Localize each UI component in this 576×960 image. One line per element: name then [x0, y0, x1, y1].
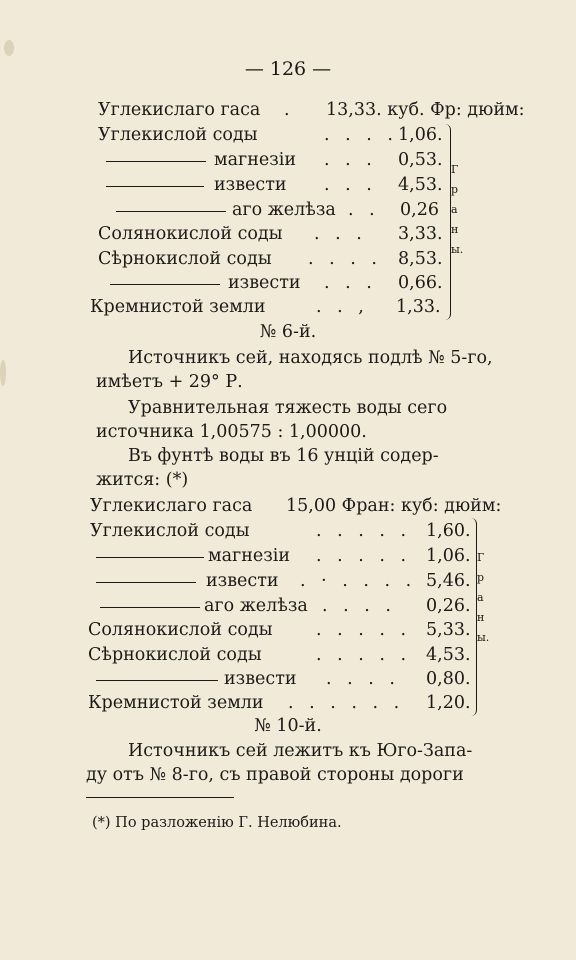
row-dots: . . . . . [316, 620, 412, 640]
row-value: 3,33. [398, 224, 443, 244]
row-value: 0,66. [398, 273, 443, 293]
heading-no6: № 6-й. [259, 322, 317, 342]
paragraph-line: Источникъ сей лежитъ къ Юго-Запа- [128, 741, 473, 761]
row-value: 4,53. [398, 175, 443, 195]
row-dots: . . . [324, 273, 377, 293]
row-value: 0,80. [426, 669, 471, 689]
paragraph-line: ду отъ № 8-го, съ правой стороны дороги [86, 765, 464, 785]
ditto-dash [96, 680, 218, 681]
table2-brace [466, 518, 477, 716]
row-label: Сѣрнокислой соды [88, 645, 262, 665]
paragraph-line: источника 1,00575 : 1,00000. [96, 422, 367, 442]
table2-header-value: 15,00 Фран: куб: дюйм: [286, 496, 502, 516]
row-dots: . . . . [326, 669, 400, 689]
footnote-rule [86, 797, 234, 798]
row-value: 0,26 [400, 200, 439, 220]
row-label: магнезiи [208, 546, 291, 566]
paragraph-line: Уравнительная тяжесть воды сего [128, 398, 448, 418]
row-value: 0,53. [398, 150, 443, 170]
row-label: извести [206, 571, 279, 591]
ditto-dash [106, 186, 204, 187]
row-label: Углекислой соды [98, 125, 258, 145]
row-label: Солянокислой соды [98, 224, 283, 244]
ditto-dash [100, 607, 200, 608]
heading-no10: № 10-й. [254, 716, 322, 736]
row-value: 0,26. [426, 596, 471, 616]
row-label: Солянокислой соды [88, 620, 273, 640]
row-label: Кремнистой земли [90, 297, 266, 317]
row-dots: . . . [324, 150, 377, 170]
row-dots: . . . [314, 224, 367, 244]
row-dots: . . [348, 200, 380, 220]
table1-header-value: 13,33. куб. Фр: дюйм: [326, 100, 525, 120]
row-value: 1,60. [426, 521, 471, 541]
paper-stain [0, 360, 6, 386]
row-dots: . . . . . [316, 645, 412, 665]
ditto-dash [96, 557, 204, 558]
row-label: извести [224, 669, 297, 689]
row-value: 4,53. [426, 645, 471, 665]
page-number: — 126 — [244, 58, 332, 80]
table1-brace [440, 124, 451, 320]
row-dots: . . . . [324, 125, 398, 145]
footnote: (*) По разложенiю Г. Нелюбина. [92, 815, 342, 831]
row-dots: . . . . [322, 596, 396, 616]
row-label: аго желѣза [232, 200, 336, 220]
table1-header-dot: . [284, 100, 295, 120]
row-dots: . · . . . . [300, 571, 417, 591]
ditto-dash [116, 211, 226, 212]
row-label: Углекислой соды [90, 521, 250, 541]
unit-text: Г р а н ы. [477, 551, 490, 644]
paragraph-line: жится: (*) [96, 470, 189, 490]
row-value: 1,20. [426, 693, 471, 713]
row-label: аго желѣза [204, 596, 308, 616]
table2-header-label: Углекислаго гаса [90, 496, 253, 516]
row-label: Сѣрнокислой соды [98, 249, 272, 269]
unit-text: Г р а н ы. [451, 163, 464, 256]
paragraph-line: Въ фунтѣ воды въ 16 унцiй содер- [128, 446, 439, 466]
table2-unit-label [477, 548, 489, 648]
row-label: извести [214, 175, 287, 195]
row-value: 1,06. [426, 546, 471, 566]
row-dots: . . . [324, 175, 377, 195]
row-dots: . . . . . . [288, 693, 405, 713]
row-label: магнезiи [214, 150, 297, 170]
row-dots: . . . . [308, 249, 382, 269]
table1-header-label: Углекислаго гаса [98, 100, 261, 120]
row-value: 1,33. [396, 297, 441, 317]
paragraph-line: имѣетъ + 29° Р. [96, 372, 243, 392]
row-value: 8,53. [398, 249, 443, 269]
row-dots: . . . . . [316, 546, 412, 566]
paper-stain [4, 40, 14, 56]
ditto-dash [106, 161, 206, 162]
table1-unit-label [451, 160, 463, 260]
row-label: Кремнистой земли [88, 693, 264, 713]
row-label: извести [228, 273, 301, 293]
row-value: 5,33. [426, 620, 471, 640]
row-value: 5,46. [426, 571, 471, 591]
ditto-dash [96, 582, 196, 583]
row-value: 1,06. [398, 125, 443, 145]
row-dots: . . . . . [316, 521, 412, 541]
row-dots: . . , [316, 297, 369, 317]
paragraph-line: Источникъ сей, находясь подлѣ № 5-го, [128, 348, 493, 368]
ditto-dash [110, 284, 220, 285]
